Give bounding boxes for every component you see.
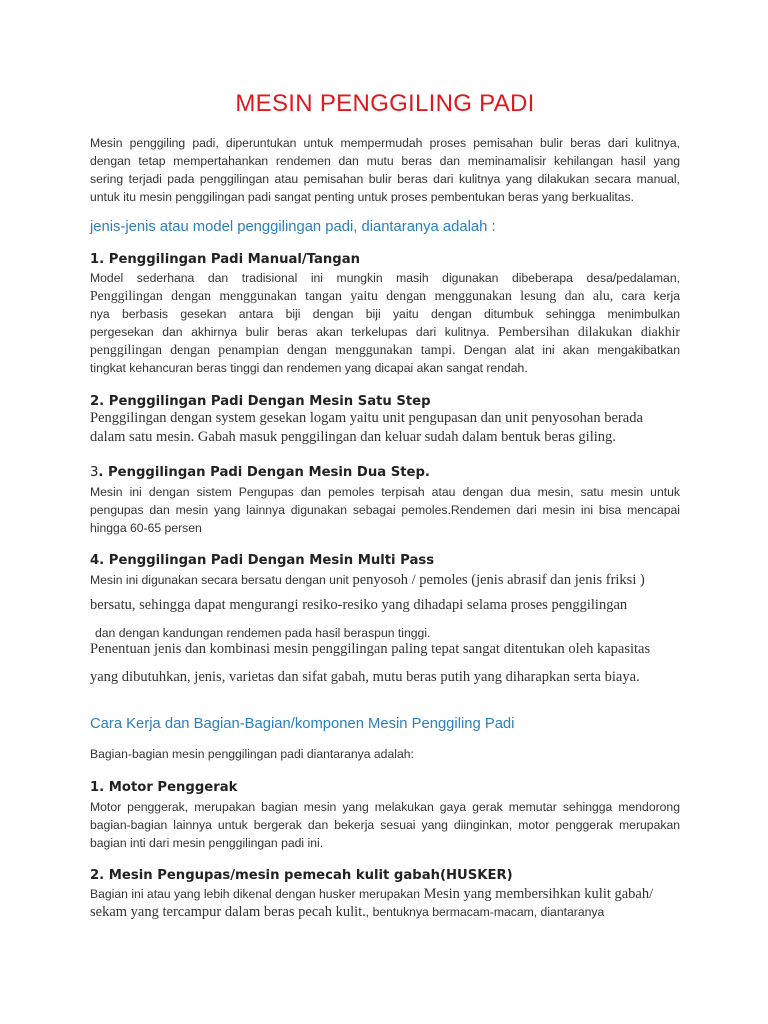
body-span: cara kerja [613, 289, 680, 303]
bagian-intro: Bagian-bagian mesin penggilingan padi diantaranya adalah: [90, 747, 414, 761]
heading-number: 3 [90, 465, 99, 480]
section-4-heading: 4. Penggilingan Padi Dengan Mesin Multi Pass [90, 553, 435, 568]
body-line: hingga 60-65 persen [90, 521, 202, 535]
intro-line: dengan tetap mempertahankan rendemen dan mutu beras dan meminamalisir kehilangan hasil yang [90, 154, 680, 168]
section-1-heading: 1. Penggilingan Padi Manual/Tangan [90, 252, 361, 267]
body-span: pergesekan dan akhirnya bulir beras akan terkelupas dari kulitnya. [90, 325, 490, 339]
section-4-line: bersatu, sehingga dapat mengurangi resiko-resiko yang dihadapi selama proses penggilingan [90, 597, 628, 613]
section-1-body [90, 269, 680, 377]
body-span: Mesin ini digunakan secara bersatu dengan unit [90, 573, 349, 587]
body-line [90, 287, 680, 305]
cara-kerja-heading: Cara Kerja dan Bagian-Bagian/komponen Mesin Penggiling Padi [90, 716, 515, 732]
body-line: tingkat kehancuran beras tinggi dan rendemen yang dicapai akan sangat rendah. [90, 361, 528, 375]
section-2-line: Penggilingan dengan system gesekan logam yaitu unit pengupasan dan unit penyosohan berada [90, 410, 643, 426]
serif-span: Mesin yang membersihkan kulit gabah/ [419, 886, 654, 902]
jenis-heading: jenis-jenis atau model penggilingan padi, diantaranya adalah : [90, 219, 496, 235]
section-4-line [90, 572, 645, 589]
intro-paragraph [90, 134, 680, 206]
section-4-line: dan dengan kandungan rendemen pada hasil beraspun tinggi. [95, 626, 431, 640]
body-line [90, 341, 680, 359]
heading-text: . Penggilingan Padi Dengan Mesin Dua Step. [98, 465, 430, 480]
section-3-heading [90, 465, 430, 480]
body-line: pengupas dan mesin yang lainnya digunakan sebagai pemoles.Rendemen dari mesin ini bisa mencapai [90, 503, 680, 517]
body-line: Model sederhana dan tradisional ini mungkin masih digunakan dibeberapa desa/pedalaman, [90, 271, 680, 285]
body-line: Motor penggerak, merupakan bagian mesin yang melakukan gaya gerak memutar sehingga mendorong [90, 800, 680, 814]
body-span: , bentuknya bermacam-macam, diantaranya [365, 905, 605, 919]
section-3-body [90, 483, 680, 537]
serif-span: sekam yang tercampur dalam beras pecah kulit. [90, 904, 366, 920]
body-line: Mesin ini dengan sistem Pengupas dan pemoles terpisah atau dengan dua mesin, satu mesin untuk [90, 485, 680, 499]
intro-line: sering terjadi pada penggilingan atau pemisahan bulir beras dari kulitnya yang dilakukan secara manual, [90, 172, 680, 186]
husker-line [90, 904, 604, 921]
intro-line: untuk itu mesin penggilingan padi sangat penting untuk proses pembentukan beras yang berkualitas. [90, 190, 635, 204]
motor-heading: 1. Motor Penggerak [90, 780, 238, 795]
husker-heading: 2. Mesin Pengupas/mesin pemecah kulit gabah(HUSKER) [90, 868, 513, 883]
body-span: Dengan alat ini akan mengakibatkan [455, 343, 680, 357]
body-line: bagian-bagian lainnya untuk bergerak dan bekerja sesuai yang diinginkan, motor penggerak merupakan [90, 818, 680, 832]
section-4-line: Penentuan jenis dan kombinasi mesin penggilingan paling tepat sangat ditentukan oleh kapasitas [90, 641, 651, 657]
motor-body [90, 798, 680, 852]
serif-span: penggilingan dengan penampian dengan menggunakan tampi. [90, 342, 456, 357]
document-title: MESIN PENGGILING PADI [235, 90, 535, 117]
intro-line: Mesin penggiling padi, diperuntukan untuk mempermudah proses pemisahan bulir beras dari kulitnya, [90, 136, 680, 150]
body-line: nya berbasis gesekan antara biji dengan biji yaitu dengan ditumbuk sehingga menimbulkan [90, 307, 680, 321]
section-2-heading: 2. Penggilingan Padi Dengan Mesin Satu Step [90, 394, 431, 409]
husker-line [90, 886, 653, 903]
serif-span: Pembersihan dilakukan diakhir [489, 324, 680, 339]
section-4-line: yang dibutuhkan, jenis, varietas dan sifat gabah, mutu beras putih yang diharapkan serta biaya. [90, 669, 640, 685]
body-line [90, 323, 680, 341]
body-line: bagian inti dari mesin penggilingan padi ini. [90, 836, 324, 850]
body-span: Bagian ini atau yang lebih dikenal dengan husker merupakan [90, 887, 420, 901]
serif-span: Penggilingan dengan menggunakan tangan yaitu dengan menggunakan lesung dan alu, [90, 288, 614, 303]
section-2-line: dalam satu mesin. Gabah masuk penggilingan dan keluar sudah dalam bentuk beras giling. [90, 429, 616, 445]
serif-span: penyosoh / pemoles (jenis abrasif dan jenis friksi ) [348, 572, 645, 588]
